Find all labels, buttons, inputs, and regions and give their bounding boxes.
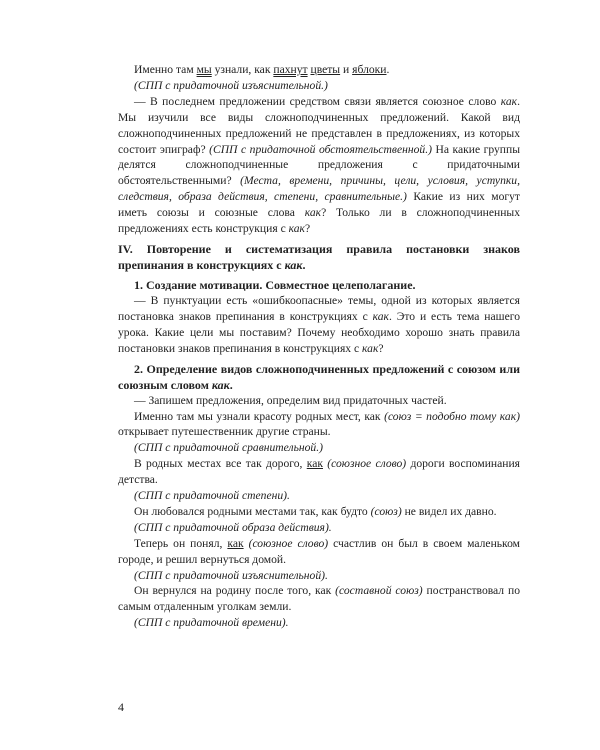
text: узнали, как bbox=[211, 63, 274, 76]
intro-sentence bbox=[118, 62, 520, 78]
subsection-heading bbox=[118, 361, 520, 393]
example-sentence bbox=[118, 409, 520, 441]
text: и bbox=[340, 63, 353, 76]
kak-word: как bbox=[372, 309, 389, 323]
subsection-heading: 1. Создание мотивации. Совместное целеполагание. bbox=[134, 277, 416, 292]
example-sentence bbox=[118, 504, 520, 520]
text: Он вернулся на родину после того, как bbox=[134, 584, 336, 598]
underlined-kak: как bbox=[306, 457, 323, 471]
text: Он любовался родными местами так, как будто bbox=[134, 504, 371, 518]
text: Именно там bbox=[134, 63, 197, 76]
example-sentence bbox=[118, 536, 520, 568]
text: постранствовал по самым отдаленным уголкам земли. bbox=[118, 584, 520, 614]
instruction: — Запишем предложения, определим вид придаточных частей. bbox=[134, 393, 447, 407]
text: ? Только ли в сложноподчиненных предложениях есть конструкция с bbox=[118, 206, 521, 236]
underlined-subject: мы bbox=[196, 63, 212, 76]
text: Какие из них могут иметь союзы и союзные слова bbox=[118, 190, 520, 220]
text: Теперь он понял, bbox=[134, 536, 228, 550]
spp-note: (СПП с придаточной сравнительной.) bbox=[134, 441, 323, 455]
annotation: (союзное слово) bbox=[248, 536, 329, 550]
text: дороги воспоминания детства. bbox=[118, 457, 521, 487]
annotation: (составной союз) bbox=[335, 584, 423, 598]
underlined-predicate: пахнут bbox=[273, 63, 308, 76]
kak-word: как bbox=[284, 257, 303, 272]
text: IV. Повторение и систематизация правила постановки знаков препинания в конструкциях с bbox=[118, 241, 520, 272]
section-heading bbox=[118, 241, 520, 273]
annotation: (союз = подобно тому как) bbox=[384, 409, 521, 423]
text: Именно там мы узнали красоту родных мест, как bbox=[134, 409, 385, 423]
kak-word: как bbox=[500, 94, 518, 108]
text: . bbox=[302, 257, 306, 272]
kak-word: как bbox=[304, 206, 322, 220]
text: ? bbox=[304, 222, 311, 236]
text: открывает путешественник другие страны. bbox=[118, 425, 331, 439]
example-sentence bbox=[118, 456, 520, 488]
spp-note: (СПП с придаточной изъяснительной). bbox=[134, 568, 328, 582]
page-number: 4 bbox=[118, 700, 124, 714]
text: не видел их давно. bbox=[401, 504, 497, 518]
spp-note: (СПП с придаточной времени). bbox=[134, 616, 289, 630]
intro-paragraph bbox=[118, 94, 520, 237]
underlined-kak: как bbox=[227, 536, 244, 550]
text: В родных местах все так дорого, bbox=[134, 457, 307, 471]
annotation: (союз) bbox=[370, 504, 402, 518]
text: ? bbox=[378, 341, 384, 355]
text: . Это и есть тема нашего урока. Какие цели мы поставим? Почему необходимо хорошо знать правила постановки знаков препинания в конструкциях с bbox=[118, 309, 520, 355]
example-sentence bbox=[118, 583, 520, 615]
underlined-subject: цветы bbox=[310, 63, 341, 76]
motivation-paragraph bbox=[118, 293, 520, 357]
kak-word: как bbox=[288, 222, 305, 236]
text: . bbox=[386, 63, 390, 76]
underlined-subject: яблоки bbox=[352, 63, 387, 76]
text: — В последнем предложении средством связи является союзное слово bbox=[134, 94, 501, 108]
text: — В пунктуации есть «ошибкоопасные» темы, одной из которых является постановка знаков препинания в конструкциях с bbox=[118, 293, 520, 323]
text: . Мы изучили все виды сложноподчиненных предложений. Какой вид сложноподчиненных предложений не представлен в предложениях, из которых состоит эпиграф? bbox=[118, 94, 520, 156]
page-body bbox=[118, 62, 520, 631]
kak-word: как bbox=[211, 377, 230, 392]
answer: (СПП с придаточной обстоятельственной.) bbox=[209, 142, 432, 156]
spp-note: (СПП с придаточной степени). bbox=[134, 489, 290, 503]
text: счастлив он был в своем маленьком городе, и решил вернуться домой. bbox=[118, 536, 521, 566]
text: . bbox=[229, 377, 233, 392]
kak-word: как bbox=[362, 341, 379, 355]
text: На какие группы делятся сложноподчиненные предложения с придаточными обстоятельственными? bbox=[118, 142, 520, 188]
annotation: (союзное слово) bbox=[327, 457, 407, 471]
spp-note: (СПП с придаточной изъяснительной.) bbox=[134, 78, 328, 92]
text: 2. Определение видов сложноподчиненных предложений с союзом или союзным словом bbox=[118, 361, 520, 392]
spp-note: (СПП с придаточной образа действия). bbox=[134, 520, 332, 534]
answer: (Места, времени, причины, цели, условия, уступки, следствия, образа действия, степени, сравнительные.) bbox=[118, 174, 520, 204]
